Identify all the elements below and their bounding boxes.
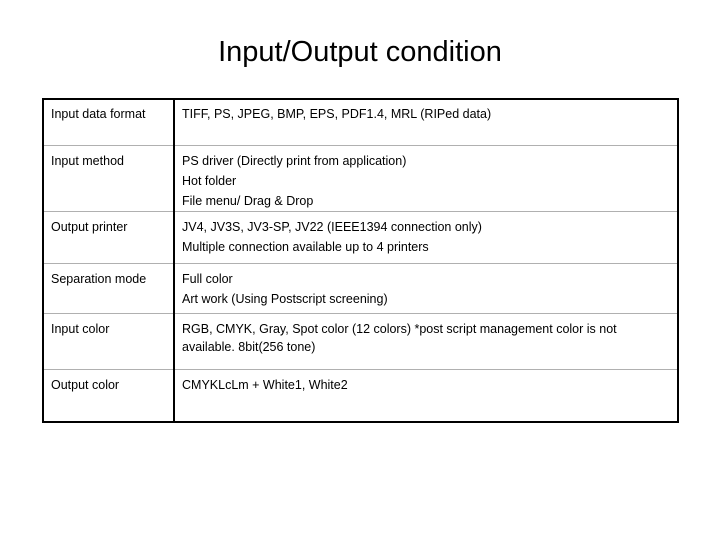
value-line: JV4, JV3S, JV3-SP, JV22 (IEEE1394 connection only): [182, 220, 482, 234]
table-row: [43, 146, 678, 212]
table-row: [43, 264, 678, 314]
row-value: [174, 99, 678, 146]
row-label: Input method: [43, 146, 174, 212]
row-value: [174, 212, 678, 264]
table-row: [43, 314, 678, 370]
value-line: PS driver (Directly print from application): [182, 154, 407, 168]
value-line: File menu/ Drag & Drop: [182, 194, 314, 208]
row-label: Input data format: [43, 99, 174, 146]
page-title: Input/Output condition: [218, 36, 502, 68]
row-value: [174, 146, 678, 212]
table-row: [43, 99, 678, 146]
row-value: [174, 314, 678, 370]
value-line: Hot folder: [182, 174, 237, 188]
value-line: Multiple connection available up to 4 printers: [182, 240, 429, 254]
row-label: Output color: [43, 370, 174, 423]
value-line: RGB, CMYK, Gray, Spot color (12 colors) *post script management color is not available. 8bit(256 tone): [182, 322, 617, 354]
row-label: Separation mode: [43, 264, 174, 314]
spec-table: [42, 98, 679, 423]
value-line: Art work (Using Postscript screening): [182, 292, 388, 306]
row-value: [174, 370, 678, 423]
row-value: [174, 264, 678, 314]
row-label: Output printer: [43, 212, 174, 264]
value-line: Full color: [182, 272, 233, 286]
value-line: CMYKLcLm + White1, White2: [182, 378, 348, 392]
table-row: [43, 370, 678, 423]
row-label: Input color: [43, 314, 174, 370]
table-row: [43, 212, 678, 264]
value-line: TIFF, PS, JPEG, BMP, EPS, PDF1.4, MRL (RIPed data): [182, 107, 492, 121]
